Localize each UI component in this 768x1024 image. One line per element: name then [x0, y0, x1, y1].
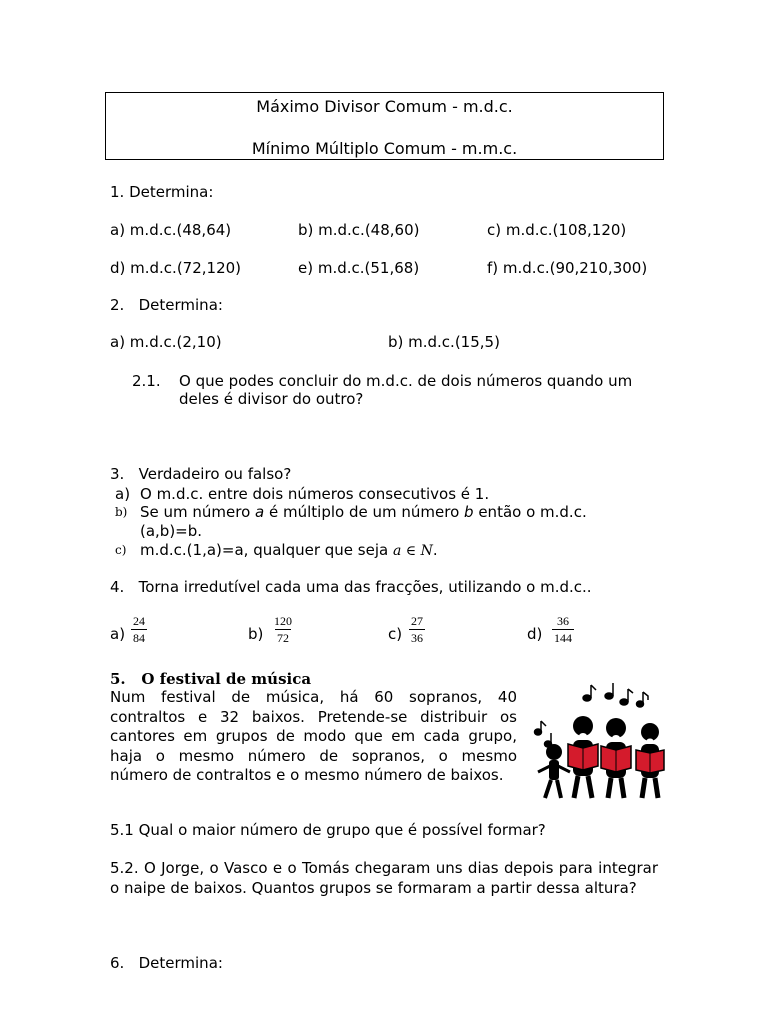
q4-heading: 4. Torna irredutível cada uma das fracções, utilizando o m.d.c..: [110, 578, 592, 596]
q1-item-b: b) m.d.c.(48,60): [298, 221, 420, 239]
q2-sub-number: 2.1.: [132, 372, 161, 390]
q3-c-math: a ∈ N: [392, 543, 433, 559]
q1-item-f: f) m.d.c.(90,210,300): [487, 259, 648, 277]
fraction-c: [409, 615, 425, 644]
fraction-d-denominator: 144: [554, 631, 572, 645]
q5-1-question: 5.1 Qual o maior número de grupo que é possível formar?: [110, 821, 546, 839]
fraction-c-denominator: 36: [411, 631, 423, 645]
fraction-b: [272, 615, 294, 644]
q4-label-b: b): [248, 625, 264, 643]
q2-sub-line1: O que podes concluir do m.d.c. de dois números quando um: [179, 372, 633, 390]
q2-sub-line2: deles é divisor do outro?: [179, 390, 364, 408]
q3-b-line1: Se um número a é múltiplo de um número b então o m.d.c.: [140, 503, 587, 521]
q3-b-line2: (a,b)=b.: [140, 522, 203, 540]
title-mmc: Mínimo Múltiplo Comum - m.m.c.: [251, 139, 518, 158]
fraction-d: [552, 615, 574, 644]
fraction-b-denominator: 72: [277, 631, 289, 645]
q4-label-a: a): [110, 625, 126, 643]
fraction-b-numerator: 120: [274, 614, 292, 628]
title-mdc: Máximo Divisor Comum - m.d.c.: [256, 97, 513, 116]
q1-item-d: d) m.d.c.(72,120): [110, 259, 242, 277]
fraction-d-numerator: 36: [557, 614, 569, 628]
q1-item-c: c) m.d.c.(108,120): [487, 221, 627, 239]
fraction-a-numerator: 24: [133, 614, 145, 628]
q2-heading: 2. Determina:: [110, 296, 223, 314]
singing-choir-icon: [528, 680, 676, 802]
fraction-a-denominator: 84: [133, 631, 145, 645]
q6-heading: 6. Determina:: [110, 954, 223, 972]
q5-paragraph: Num festival de música, há 60 sopranos, 40 contraltos e 32 baixos. Pretende-se distribuir os cantores em grupos de modo que em cada grupo, haja o mesmo número de sopranos, o mesmo número de contraltos e o mesmo número de baixos.: [110, 688, 517, 784]
q1-item-e: e) m.d.c.(51,68): [298, 259, 420, 277]
q3-c-label: c): [115, 543, 127, 557]
title-box: [105, 92, 664, 160]
q3-b-label: b): [115, 505, 128, 519]
q1-heading: 1. Determina:: [110, 183, 214, 201]
q3-a-text: O m.d.c. entre dois números consecutivos é 1.: [140, 485, 490, 503]
music-notes-icon: [535, 683, 649, 747]
q3-c-text: m.d.c.(1,a)=a, qualquer que seja a ∈ N.: [140, 541, 438, 559]
fraction-c-numerator: 27: [411, 614, 423, 628]
q5-2-question: 5.2. O Jorge, o Vasco e o Tomás chegaram uns dias depois para integrar o naipe de baixos. Quantos grupos se formaram a partir dessa altura?: [110, 859, 658, 897]
q2-item-a: a) m.d.c.(2,10): [110, 333, 222, 351]
q1-item-a: a) m.d.c.(48,64): [110, 221, 232, 239]
q4-label-c: c): [388, 625, 403, 643]
q3-a-label: a): [115, 485, 131, 503]
q4-label-d: d): [527, 625, 543, 643]
fraction-a: [131, 615, 147, 644]
q2-item-b: b) m.d.c.(15,5): [388, 333, 500, 351]
q3-heading: 3. Verdadeiro ou falso?: [110, 465, 292, 483]
q5-heading: 5. O festival de música: [110, 670, 312, 688]
